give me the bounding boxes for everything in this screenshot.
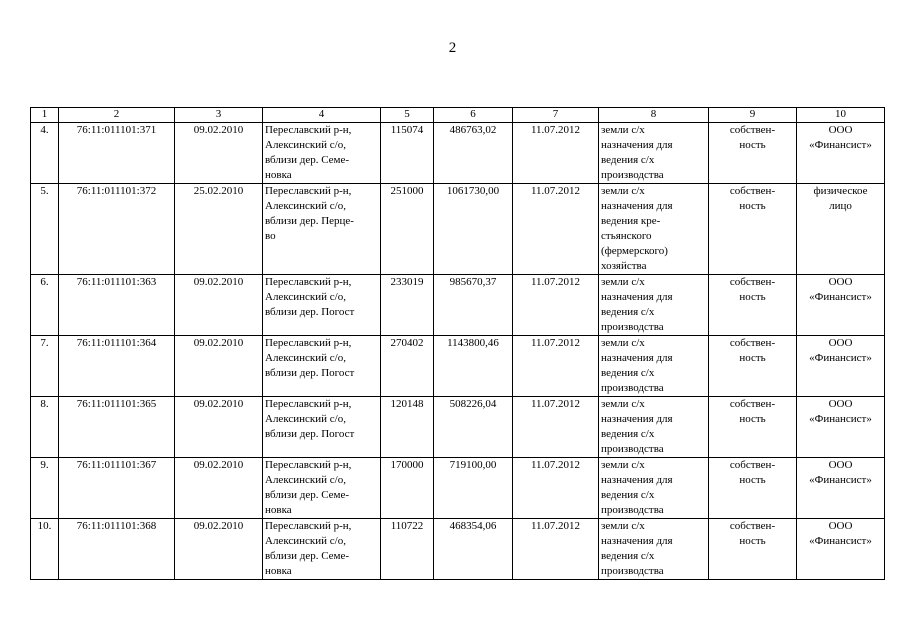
- land-category: земли с/х назначения для ведения с/х производства: [599, 519, 709, 580]
- cadastral-number: 76:11:011101:365: [59, 397, 175, 458]
- cost-date: 11.07.2012: [513, 458, 599, 519]
- registration-date: 09.02.2010: [175, 397, 263, 458]
- plot-area: 110722: [381, 519, 434, 580]
- column-number: 9: [709, 108, 797, 123]
- cadastral-number: 76:11:011101:371: [59, 123, 175, 184]
- right-type: собствен- ность: [709, 123, 797, 184]
- cadastral-cost: 468354,06: [434, 519, 513, 580]
- owner: ООО «Финансист»: [797, 123, 885, 184]
- cadastral-number: 76:11:011101:372: [59, 184, 175, 275]
- registration-date: 09.02.2010: [175, 275, 263, 336]
- cadastral-cost: 486763,02: [434, 123, 513, 184]
- cadastral-number: 76:11:011101:368: [59, 519, 175, 580]
- right-type: собствен- ность: [709, 458, 797, 519]
- column-number: 4: [263, 108, 381, 123]
- plot-area: 170000: [381, 458, 434, 519]
- table-row: [31, 184, 885, 275]
- cadastral-cost: 719100,00: [434, 458, 513, 519]
- cadastral-cost: 508226,04: [434, 397, 513, 458]
- page-number: 2: [448, 40, 457, 56]
- right-type: собствен- ность: [709, 397, 797, 458]
- owner: физическое лицо: [797, 184, 885, 275]
- cost-date: 11.07.2012: [513, 397, 599, 458]
- row-number: 5.: [31, 184, 59, 275]
- table-row: [31, 519, 885, 580]
- cadastral-cost: 1061730,00: [434, 184, 513, 275]
- owner: ООО «Финансист»: [797, 336, 885, 397]
- column-number: 7: [513, 108, 599, 123]
- plot-location: Переславский р-н, Алексинский с/о, вблизи дер. Семе- новка: [263, 123, 381, 184]
- plot-location: Переславский р-н, Алексинский с/о, вблизи дер. Погост: [263, 397, 381, 458]
- column-number: 3: [175, 108, 263, 123]
- registration-date: 09.02.2010: [175, 458, 263, 519]
- registration-date: 25.02.2010: [175, 184, 263, 275]
- plot-area: 120148: [381, 397, 434, 458]
- land-category: земли с/х назначения для ведения с/х производства: [599, 336, 709, 397]
- column-number: 1: [31, 108, 59, 123]
- land-category: земли с/х назначения для ведения с/х производства: [599, 123, 709, 184]
- registration-date: 09.02.2010: [175, 123, 263, 184]
- owner: ООО «Финансист»: [797, 519, 885, 580]
- owner: ООО «Финансист»: [797, 397, 885, 458]
- row-number: 8.: [31, 397, 59, 458]
- land-plots-table: [30, 107, 885, 580]
- plot-location: Переславский р-н, Алексинский с/о, вблизи дер. Погост: [263, 275, 381, 336]
- column-number: 2: [59, 108, 175, 123]
- cost-date: 11.07.2012: [513, 184, 599, 275]
- table-row: [31, 123, 885, 184]
- land-category: земли с/х назначения для ведения с/х производства: [599, 458, 709, 519]
- row-number: 9.: [31, 458, 59, 519]
- owner: ООО «Финансист»: [797, 275, 885, 336]
- table-row: [31, 336, 885, 397]
- land-category: земли с/х назначения для ведения с/х производства: [599, 275, 709, 336]
- column-number-row: [31, 108, 885, 123]
- cadastral-cost: 1143800,46: [434, 336, 513, 397]
- cadastral-number: 76:11:011101:367: [59, 458, 175, 519]
- table-row: [31, 397, 885, 458]
- land-category: земли с/х назначения для ведения с/х производства: [599, 397, 709, 458]
- column-number: 8: [599, 108, 709, 123]
- row-number: 4.: [31, 123, 59, 184]
- registration-date: 09.02.2010: [175, 519, 263, 580]
- column-number: 10: [797, 108, 885, 123]
- table-row: [31, 275, 885, 336]
- row-number: 7.: [31, 336, 59, 397]
- cost-date: 11.07.2012: [513, 275, 599, 336]
- right-type: собствен- ность: [709, 184, 797, 275]
- plot-area: 251000: [381, 184, 434, 275]
- registration-date: 09.02.2010: [175, 336, 263, 397]
- right-type: собствен- ность: [709, 519, 797, 580]
- plot-area: 115074: [381, 123, 434, 184]
- table-row: [31, 458, 885, 519]
- cadastral-number: 76:11:011101:364: [59, 336, 175, 397]
- column-number: 5: [381, 108, 434, 123]
- right-type: собствен- ность: [709, 336, 797, 397]
- plot-location: Переславский р-н, Алексинский с/о, вблизи дер. Семе- новка: [263, 519, 381, 580]
- column-number: 6: [434, 108, 513, 123]
- row-number: 10.: [31, 519, 59, 580]
- owner: ООО «Финансист»: [797, 458, 885, 519]
- cost-date: 11.07.2012: [513, 336, 599, 397]
- plot-area: 233019: [381, 275, 434, 336]
- land-category: земли с/х назначения для ведения кре- стьянского (фермерского) хозяйства: [599, 184, 709, 275]
- plot-location: Переславский р-н, Алексинский с/о, вблизи дер. Семе- новка: [263, 458, 381, 519]
- row-number: 6.: [31, 275, 59, 336]
- cadastral-cost: 985670,37: [434, 275, 513, 336]
- plot-location: Переславский р-н, Алексинский с/о, вблизи дер. Перце- во: [263, 184, 381, 275]
- cadastral-number: 76:11:011101:363: [59, 275, 175, 336]
- plot-location: Переславский р-н, Алексинский с/о, вблизи дер. Погост: [263, 336, 381, 397]
- right-type: собствен- ность: [709, 275, 797, 336]
- cost-date: 11.07.2012: [513, 123, 599, 184]
- cost-date: 11.07.2012: [513, 519, 599, 580]
- plot-area: 270402: [381, 336, 434, 397]
